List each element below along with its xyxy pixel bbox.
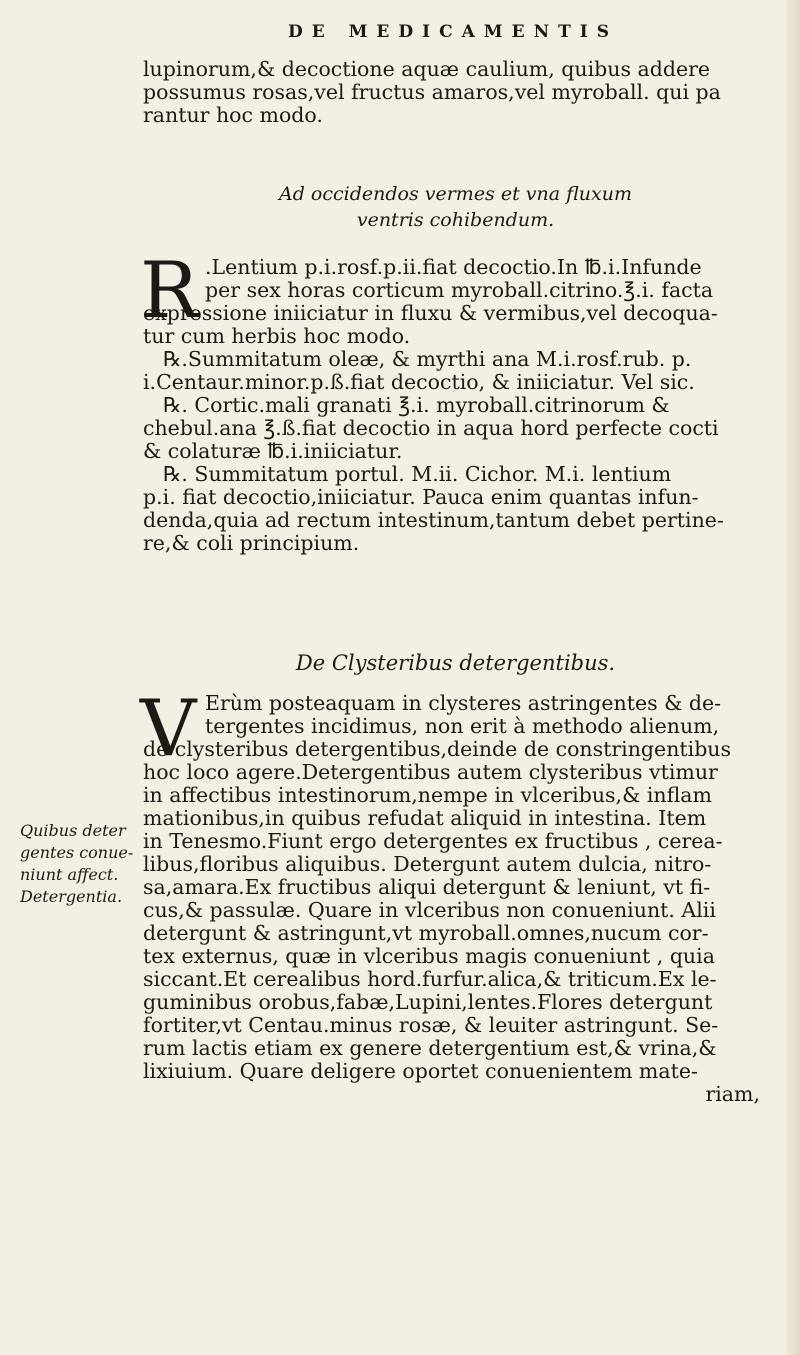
section-heading-line: Ad occidendos vermes et vna fluxum [278,183,632,205]
page-edge [786,0,800,1355]
text-line: cus,& passulæ. Quare in vlceribus non conueniunt. Alii [143,899,716,922]
text-line: in affectibus intestinorum,nempe in vlceribus,& inflam [143,784,712,807]
text-line: siccant.Et cerealibus hord.furfur.alica,& triticum.Ex le- [143,968,717,991]
text-line: fortiter,vt Centau.minus rosæ, & leuiter astringunt. Se- [143,1014,719,1037]
text-line: guminibus orobus,fabæ,Lupini,lentes.Flores detergunt [143,991,713,1014]
text-line: de clysteribus detergentibus,deinde de constringentibus [143,738,732,761]
section-body [143,692,768,1106]
catchword: riam, [705,1083,760,1106]
margin-note-line: gentes conue- [20,843,134,862]
text-line: hoc loco agere.Detergentibus autem clysteribus vtimur [143,761,718,784]
text-line: sa,amara.Ex fructibus aliqui detergunt & leniunt, vt fi- [143,876,711,899]
text-line: p.i. fiat decoctio,iniiciatur. Pauca enim quantas infun- [143,486,699,509]
margin-note-line: Quibus deter [20,821,126,840]
opening-paragraph [143,58,768,127]
section-heading: De Clysteribus detergentibus. [295,651,616,675]
text-line: lixiuium. Quare deligere oportet conuenientem mate- [143,1060,698,1083]
text-line: i.Centaur.minor.p.ß.fiat decoctio, & iniiciatur. Vel sic. [143,371,695,394]
text-line: denda,quia ad rectum intestinum,tantum debet pertine- [143,509,724,532]
text-line: chebul.ana ℥.ß.fiat decoctio in aqua hord perfecte cocti [143,417,719,440]
text-line: ℞. Cortic.mali granati ℥.i. myroball.citrinorum & [163,394,670,417]
text-line: per sex horas corticum myroball.citrino.℥.i. facta [205,279,714,302]
section-body [143,256,768,555]
margin-note [20,820,155,908]
text-line: rantur hoc modo. [143,104,323,127]
text-line: detergunt & astringunt,vt myroball.omnes,nucum cor- [143,922,709,945]
drop-capital: R [140,246,199,336]
text-line: possumus rosas,vel fructus amaros,vel myroball. qui pa [143,81,721,104]
text-line: ℞.Summitatum oleæ, & myrthi ana M.i.rosf.rub. p. [163,348,692,371]
text-line: rum lactis etiam ex genere detergentium est,& vrina,& [143,1037,717,1060]
text-line: libus,floribus aliquibus. Detergunt autem dulcia, nitro- [143,853,712,876]
text-line: lupinorum,& decoctione aquæ caulium, quibus addere [143,58,711,81]
margin-note-line: niunt affect. [20,865,119,884]
text-line: & colaturæ ℔.i.iniiciatur. [143,440,403,463]
drop-capital: V [140,684,197,774]
text-line: in Tenesmo.Fiunt ergo detergentes ex fructibus , cerea- [143,830,723,853]
section-heading-line: ventris cohibendum. [356,209,555,231]
running-header: DE MEDICAMENTIS [288,22,619,42]
text-line: tergentes incidimus, non erit à methodo alienum, [205,715,720,738]
text-line: tex externus, quæ in vlceribus magis conueniunt , quia [143,945,715,968]
text-line: tur cum herbis hoc modo. [143,325,411,348]
text-line: Erùm posteaquam in clysteres astringentes & de- [205,692,722,715]
text-line: .Lentium p.i.rosf.p.ii.fiat decoctio.In ℔.i.Infunde [205,256,702,279]
text-line: ℞. Summitatum portul. M.ii. Cichor. M.i. lentium [163,463,672,486]
text-line: expressione iniiciatur in fluxu & vermibus,vel decoqua- [143,302,718,325]
margin-note-line: Detergentia. [20,887,123,906]
text-line: re,& coli principium. [143,532,360,555]
text-line: mationibus,in quibus refudat aliquid in intestina. Item [143,807,707,830]
